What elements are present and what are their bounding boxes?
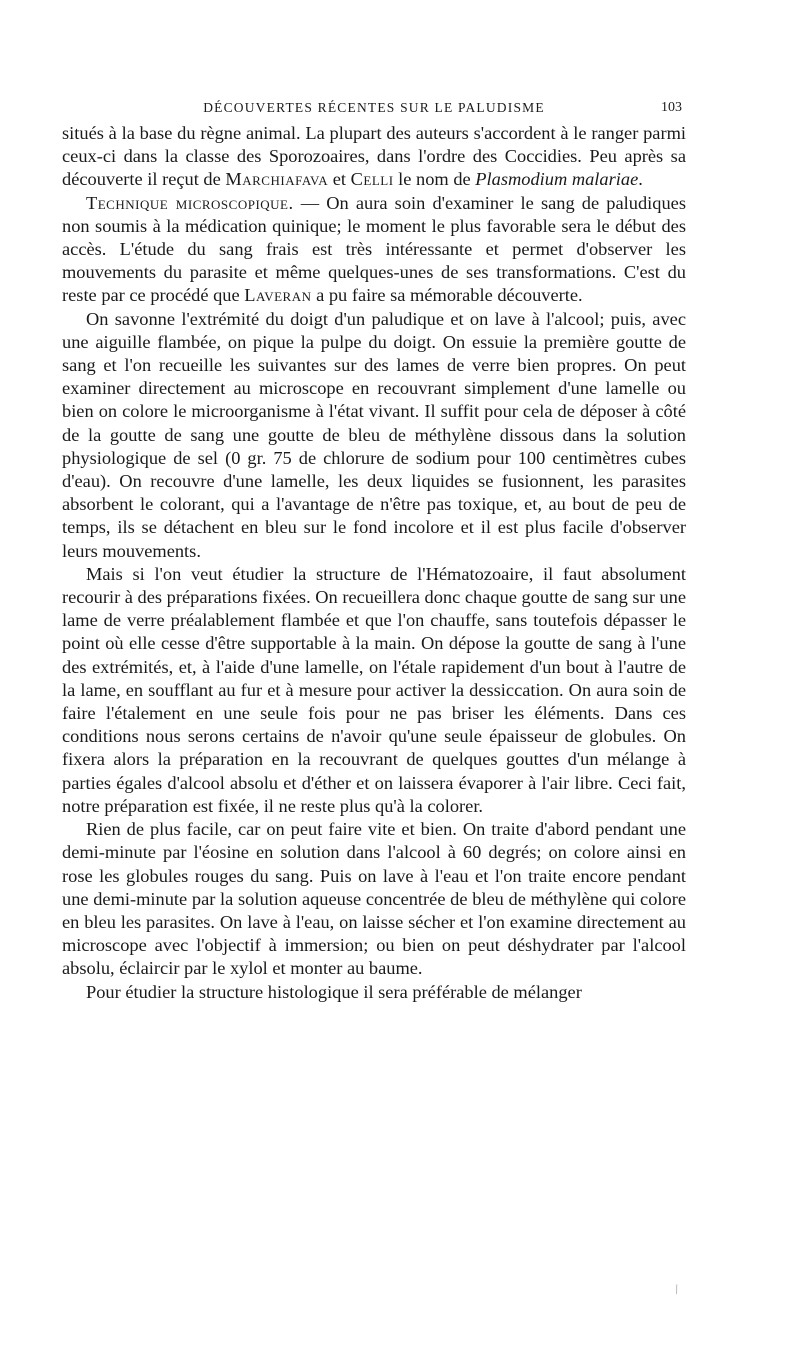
p1-text-3: le nom de xyxy=(393,169,476,190)
p1-text-2: et xyxy=(328,169,351,190)
author-celli: Celli xyxy=(350,169,394,190)
p2-text-2: a pu faire sa mémorable découverte. xyxy=(311,285,583,306)
running-title: DÉCOUVERTES RÉCENTES SUR LE PALUDISME xyxy=(203,100,545,115)
section-heading: Technique microscopique. xyxy=(86,192,294,213)
p1-text-1: situés à la base du règne animal. La plupart des auteurs s'accordent à le ranger parmi ceux-ci dans la classe des Sporozoaires, dans l'ordre des Coccidies. Peu après sa découverte il reçut de xyxy=(62,123,686,190)
running-header xyxy=(62,96,686,122)
paragraph-6: Pour étudier la structure histologique il sera préférable de mélanger xyxy=(86,981,582,1002)
p1-text-4: . xyxy=(638,169,643,190)
paragraph-4: Mais si l'on veut étudier la structure de l'Hématozoaire, il faut absolument recourir à des préparations fixées. On recueillera donc chaque goutte de sang sur une lame de verre préalablement flambée et que l'on chauffe, sans toutefois dépasser le point où elle cesse d'être supportable à la main. On dépose la goutte de sang à l'une des extrémités, et, à l'aide d'une lamelle, on l'étale rapidement d'un bout à l'autre de la lame, en soufflant au fur et à mesure pour activer la dessiccation. On aura soin de faire l'étalement en une seule fois pour ne pas briser les éléments. Dans ces conditions nous serons certains de n'avoir qu'une seule épaisseur de globules. On fixera alors la préparation en la recouvrant de quelques gouttes d'un mélange à parties égales d'alcool absolu et d'éther et on laissera évaporer à l'air libre. Ceci fait, notre préparation est fixée, il ne reste plus qu'à la colorer. xyxy=(62,563,686,816)
author-laveran: Laveran xyxy=(244,285,312,306)
p2-text-1: — On aura soin d'examiner le sang de paludiques non soumis à la médication quinique; le moment le plus favorable sera le début des accès. L'étude du sang frais est très intéressante et permet d'observer les mouvements du parasite et même quelques-unes de ses transformations. C'est du reste par ce procédé que xyxy=(62,192,686,306)
stray-mark: ⁄ xyxy=(671,1282,682,1296)
species-name: Plasmodium malariae xyxy=(475,169,639,190)
page-number: 103 xyxy=(661,100,682,115)
body-text xyxy=(62,122,686,1004)
book-page xyxy=(62,96,686,1004)
paragraph-5: Rien de plus facile, car on peut faire vite et bien. On traite d'abord pendant une demi-minute par l'éosine en solution dans l'alcool à 60 degrés; on colore ainsi en rose les globules rouges du sang. Puis on lave à l'eau et l'on traite encore pendant une demi-minute par la solution aqueuse concentrée de bleu de méthylène qui colore en bleu les parasites. On lave à l'eau, on laisse sécher et l'on examine directement au microscope avec l'objectif à immersion; ou bien on peut déshydrater par l'alcool absolu, éclaircir par le xylol et monter au baume. xyxy=(62,819,686,979)
paragraph-2 xyxy=(62,192,686,308)
paragraph-3: On savonne l'extrémité du doigt d'un paludique et on lave à l'alcool; puis, avec une aiguille flambée, on pique la pulpe du doigt. On essuie la première goutte de sang et l'on recueille les suivantes sur des lames de verre bien propres. On peut examiner directement au microscope en recouvrant simplement d'une lamelle ou bien on colore le microorganisme à l'état vivant. Il suffit pour cela de déposer à côté de la goutte de sang une goutte de bleu de méthylène dissous dans la solution physiologique de sel (0 gr. 75 de chlorure de sodium pour 100 centimètres cubes d'eau). On recouvre d'une lamelle, les deux liquides se fusionnent, les parasites absorbent le colorant, qui a l'avantage de n'être pas toxique, et, au bout de peu de temps, ils se détachent en bleu sur le fond incolore et il est plus facile d'observer leurs mouvements. xyxy=(62,308,686,561)
author-marchiafava: Marchiafava xyxy=(225,169,329,190)
paragraph-1 xyxy=(62,122,686,192)
